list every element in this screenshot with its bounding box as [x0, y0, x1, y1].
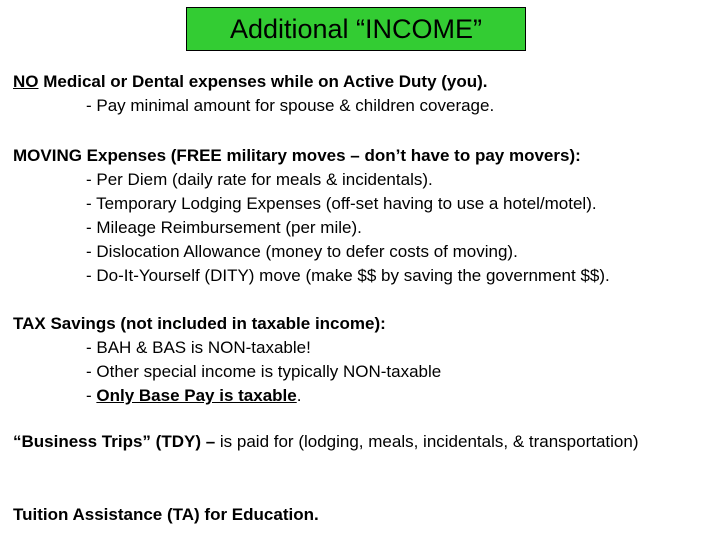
tax-item-base-pay [13, 384, 713, 408]
tdy-heading [13, 430, 673, 454]
tdy-heading-rest: is paid for (lodging, meals, incidentals, & transportation) [215, 432, 639, 451]
tax-item-bah-bas: - BAH & BAS is NON-taxable! [86, 338, 311, 357]
tdy-heading-bold: “Business Trips” (TDY) – [13, 432, 216, 451]
medical-section [13, 70, 713, 118]
tax-heading: TAX Savings (not included in taxable income): [13, 314, 386, 333]
medical-item: - Pay minimal amount for spouse & children coverage. [86, 96, 495, 115]
moving-item-dity: - Do-It-Yourself (DITY) move (make $$ by saving the government $$). [86, 266, 610, 285]
medical-heading [13, 70, 713, 94]
tuition-section [13, 503, 713, 527]
slide-title [186, 7, 526, 51]
moving-item-lodging: - Temporary Lodging Expenses (off-set having to use a hotel/motel). [86, 194, 597, 213]
slide-title-text: Additional “INCOME” [229, 13, 483, 44]
tax-item-base-pay-text: Only Base Pay is taxable [96, 386, 297, 405]
moving-item-dislocation: - Dislocation Allowance (money to defer costs of moving). [86, 242, 518, 261]
tax-item-suffix: . [296, 386, 302, 405]
moving-heading: MOVING Expenses (FREE military moves – don’t have to pay movers): [13, 146, 581, 165]
moving-section [13, 144, 713, 288]
medical-heading-rest: Medical or Dental expenses while on Active Duty (you). [38, 72, 488, 91]
tdy-section [13, 430, 713, 454]
moving-item-per-diem: - Per Diem (daily rate for meals & incidentals). [86, 170, 433, 189]
moving-item-mileage: - Mileage Reimbursement (per mile). [86, 218, 362, 237]
tax-item-prefix: - [86, 386, 97, 405]
medical-heading-no: NO [13, 72, 39, 91]
tuition-heading: Tuition Assistance (TA) for Education. [13, 505, 319, 524]
tax-item-special: - Other special income is typically NON-taxable [86, 362, 442, 381]
tax-section [13, 312, 713, 408]
